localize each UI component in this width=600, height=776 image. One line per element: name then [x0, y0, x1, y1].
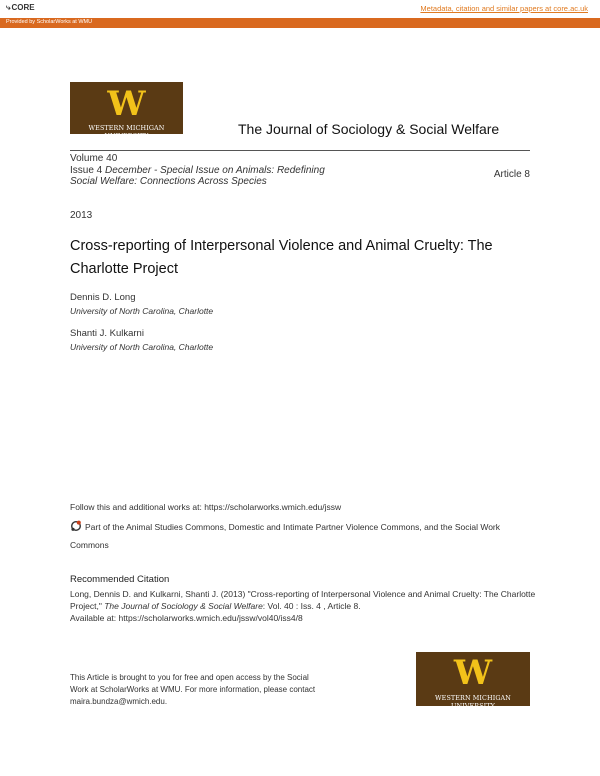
year: 2013 [70, 210, 93, 221]
issue-label[interactable] [70, 165, 330, 187]
paper-title: Cross-reporting of Interpersonal Violence and Animal Cruelty: The Charlotte Project [70, 238, 493, 277]
access-text: This Article is brought to you for free and open access by the Social Work at ScholarWorks at WMU. For more information, please contact [70, 673, 316, 694]
core-banner [0, 0, 600, 18]
open-access-notice [70, 672, 320, 708]
wmu-logo-name: WESTERN MICHIGAN UNIVERSITY [435, 694, 511, 710]
header-divider [70, 150, 530, 151]
core-logo-icon: ⤷ [6, 3, 11, 12]
author-name: Dennis D. Long [70, 292, 136, 303]
citation-details: : Vol. 40 : Iss. 4 , Article 8. [262, 601, 361, 611]
social-work-commons-link[interactable]: Social Work Commons [70, 522, 501, 550]
citation-heading: Recommended Citation [70, 574, 170, 585]
issue-title: December - Special Issue on Animals: Redefining Social Welfare: Connections Across Species [70, 165, 325, 187]
follow-line [70, 502, 341, 512]
follow-text: Follow this and additional works at: [70, 502, 205, 512]
journal-title: The Journal of Sociology & Social Welfare [238, 121, 500, 137]
wmu-footer-logo[interactable] [416, 652, 530, 710]
wmu-logo-name: WESTERN MICHIGAN UNIVERSITY [88, 124, 165, 140]
volume-label[interactable]: Volume 40 [70, 153, 118, 164]
network-icon [70, 520, 82, 532]
wmu-logo[interactable] [70, 82, 183, 140]
follow-link[interactable]: https://scholarworks.wmich.edu/jssw [204, 502, 342, 512]
part-of-separator: , and the [419, 522, 455, 532]
wmu-logo-letter: W [107, 84, 146, 124]
core-logo[interactable] [6, 3, 35, 13]
contact-email-link[interactable]: maira.bundza@wmich.edu [70, 697, 165, 706]
access-end: . [164, 697, 168, 706]
wmu-logo-letter: W [453, 653, 493, 693]
citation-text [70, 588, 540, 624]
citation-journal: The Journal of Sociology & Social Welfare [104, 601, 263, 611]
domestic-violence-commons-link[interactable]: Domestic and Intimate Partner Violence Commons [228, 522, 420, 532]
part-of-prefix: Part of the [85, 522, 127, 532]
author-affiliation: University of North Carolina, Charlotte [70, 306, 214, 316]
provided-by-text: Provided by ScholarWorks at WMU [6, 19, 93, 25]
author-affiliation: University of North Carolina, Charlotte [70, 342, 214, 352]
citation-available-label: Available at: [70, 613, 119, 623]
citation-url-link[interactable]: https://scholarworks.wmich.edu/jssw/vol40/iss4/8 [118, 613, 303, 623]
citation-authors: Long, Dennis D. and Kulkarni, Shanti J. (2013) "Cross-reporting of Interpersonal Violence and Animal Cruelty: The Charlotte Project," [70, 589, 536, 611]
issue-number: Issue 4 [70, 165, 103, 176]
animal-studies-commons-link[interactable]: Animal Studies Commons [126, 522, 224, 532]
article-label[interactable]: Article 8 [493, 169, 530, 180]
part-of-line [70, 518, 530, 554]
core-logo-text: CORE [11, 3, 35, 12]
author-name: Shanti J. Kulkarni [70, 328, 144, 339]
part-of-separator: , [223, 522, 229, 532]
metadata-link[interactable]: Metadata, citation and similar papers at core.ac.uk [420, 4, 588, 13]
